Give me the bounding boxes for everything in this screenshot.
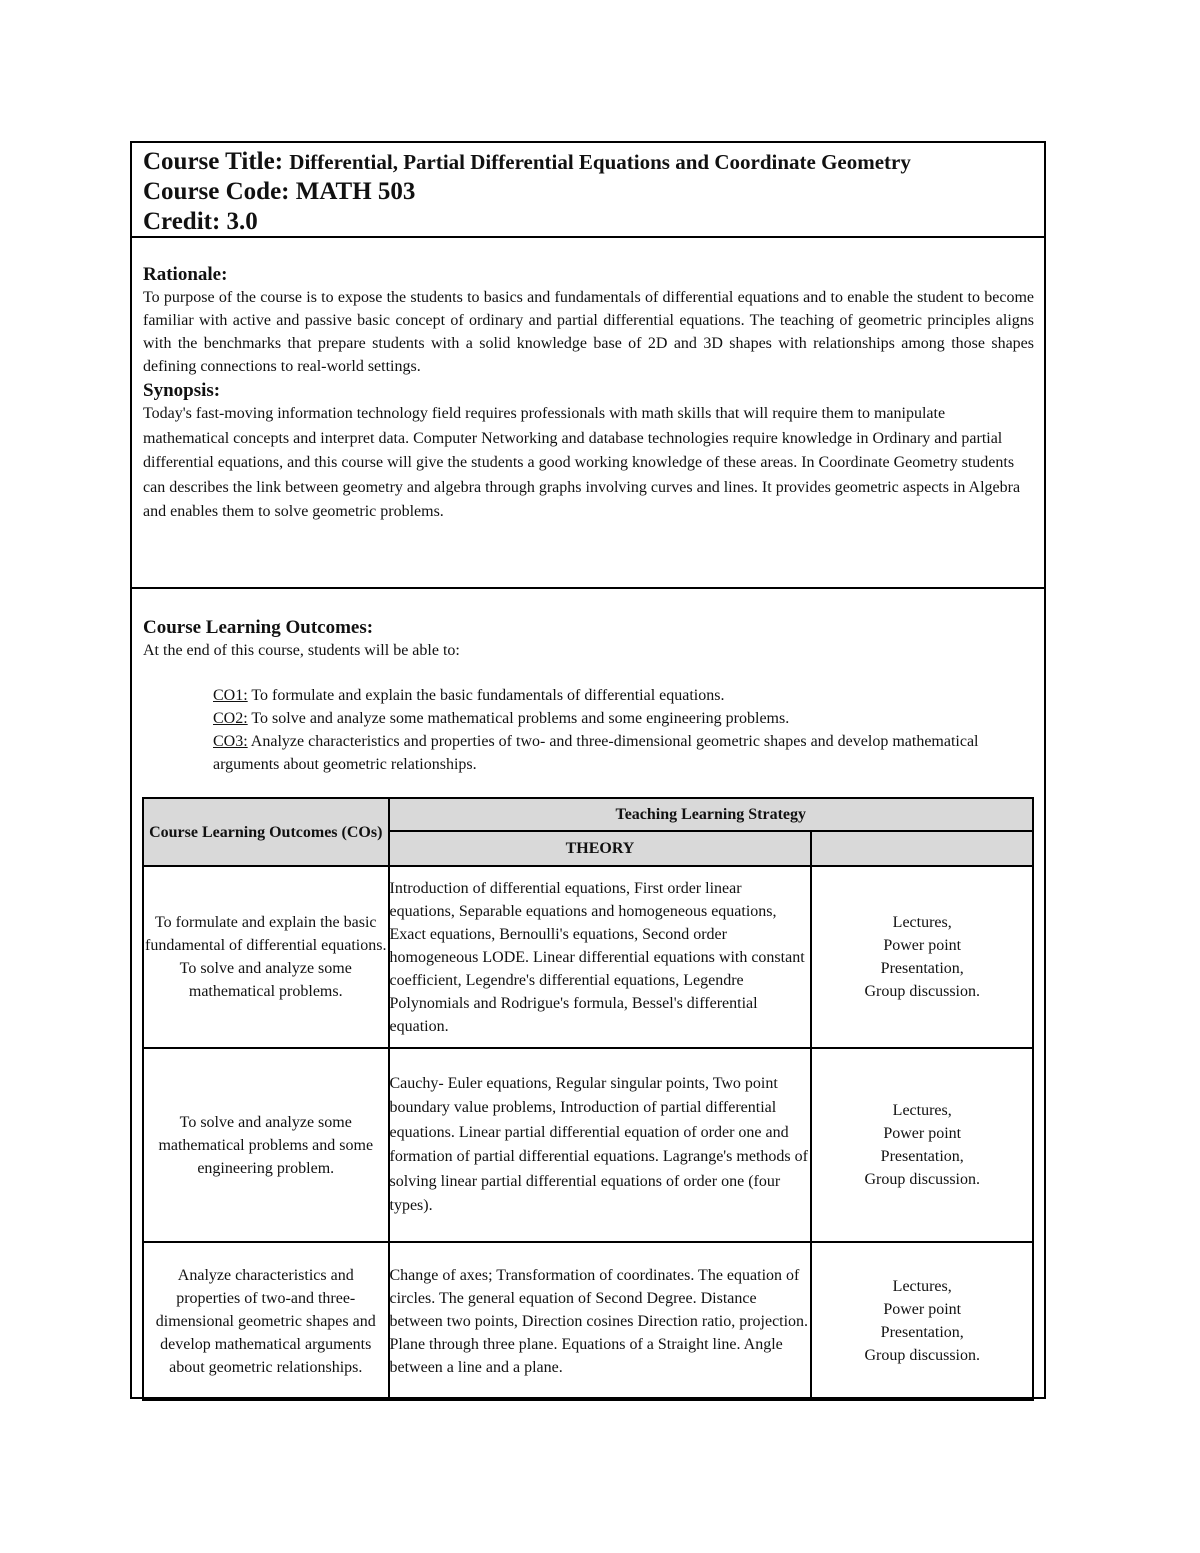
row-co: To formulate and explain the basic fundamental of differential equations. To solve and analyze some mathematical problems.: [143, 866, 389, 1048]
learning-outcomes-section: [132, 589, 1044, 1397]
co-tag: CO3:: [213, 733, 248, 750]
teaching-strategy-table: [142, 797, 1034, 1401]
row-co: To solve and analyze some mathematical problems and some engineering problem.: [143, 1048, 389, 1242]
method-line: Lectures,: [892, 1278, 952, 1295]
row-method: [811, 1242, 1033, 1400]
table-header-theory: [389, 831, 812, 866]
rationale-text: To purpose of the course is to expose the students to basics and fundamentals of differential equations and to enable the student to become familiar with active and passive basic concept of ordinary and partial differential equations. The teaching of geometric principles aligns with the benchmarks that prepare students with a solid knowledge base of 2D and 3D shapes with relationships among those shapes defining connections to real-world settings.: [143, 289, 1034, 375]
method-line: Power point: [883, 1125, 962, 1142]
course-code-line: [143, 177, 1044, 207]
co-item-3: [213, 730, 993, 776]
rationale-section: [132, 238, 1044, 589]
clo-heading: Course Learning Outcomes:: [143, 617, 374, 638]
co-tag: CO1:: [213, 687, 248, 704]
row-theory: Cauchy- Euler equations, Regular singular points, Two point boundary value problems, Introduction of partial differential equations. Linear partial differential equation of order one and formation of partial differential equations. Lagrange's methods of solving linear partial differential equations of order one (four types).: [389, 1048, 812, 1242]
method-line: Group discussion.: [864, 1171, 980, 1188]
table-header-empty: [811, 831, 1033, 866]
course-document: [130, 141, 1046, 1399]
row-method: [811, 1048, 1033, 1242]
method-line: Power point: [883, 937, 962, 954]
co-text: To formulate and explain the basic fundamentals of differential equations.: [247, 687, 725, 704]
table-row: [143, 1048, 1033, 1242]
course-title-line: [143, 147, 1044, 177]
co-item-2: [213, 707, 993, 730]
row-theory: Change of axes; Transformation of coordinates. The equation of circles. The general equation of Second Degree. Distance between two points, Direction cosines Direction ratio, projection. Plane through three plane. Equations of a Straight line. Angle between a line and a plane.: [389, 1242, 812, 1400]
synopsis-text: Today's fast-moving information technology field requires professionals with math skills that will require them to manipulate mathematical concepts and interpret data. Computer Networking and database technologies require knowledge in Ordinary and partial differential equations, and this course will give the students a good working knowledge of these areas. In Coordinate Geometry students can describes the link between geometry and algebra through graphs involving curves and lines. It provides geometric aspects in Algebra and enables them to solve geometric problems.: [143, 405, 1021, 520]
method-line: Lectures,: [892, 1102, 952, 1119]
co-tag: CO2:: [213, 710, 248, 727]
table-row: [143, 866, 1033, 1048]
co-text: Analyze characteristics and properties of two- and three-dimensional geometric shapes and develop mathematical arguments about geometric relationships.: [213, 733, 979, 773]
table-header-co: [143, 798, 389, 866]
credit-label: Credit:: [143, 208, 221, 235]
method-line: Group discussion.: [864, 983, 980, 1000]
method-line: Presentation,: [880, 960, 964, 977]
row-co: Analyze characteristics and properties of two-and three-dimensional geometric shapes and develop mathematical arguments about geometric relationships.: [143, 1242, 389, 1400]
co-list: [213, 684, 993, 776]
credit-value: 3.0: [226, 208, 258, 235]
method-line: Group discussion.: [864, 1347, 980, 1364]
course-code-label: Course Code:: [143, 178, 290, 205]
course-title-label: Course Title:: [143, 148, 284, 175]
method-line: Presentation,: [880, 1324, 964, 1341]
course-title-value: Differential, Partial Differential Equations and Coordinate Geometry: [289, 150, 911, 174]
course-code-value: MATH 503: [295, 178, 416, 205]
co-text: To solve and analyze some mathematical problems and some engineering problems.: [247, 710, 790, 727]
synopsis-heading: Synopsis:: [143, 380, 221, 401]
table-header-theory-label: THEORY: [565, 839, 635, 857]
co-item-1: [213, 684, 993, 707]
credit-line: [143, 207, 1044, 237]
method-line: Power point: [883, 1301, 962, 1318]
clo-intro: At the end of this course, students will be able to:: [143, 642, 460, 659]
rationale-heading: Rationale:: [143, 264, 228, 285]
table-header-strategy: [389, 798, 1034, 831]
row-theory: Introduction of differential equations, First order linear equations, Separable equations and homogeneous equations, Exact equations, Bernoulli's equations, Second order homogeneous LODE. Linear differential equations with constant coefficient, Legendre's differential equations, Legendre Polynomials and Rodrigue's formula, Bessel's differential equation.: [389, 866, 812, 1048]
course-header: [132, 143, 1044, 238]
method-line: Presentation,: [880, 1148, 964, 1165]
table-row: [143, 1242, 1033, 1400]
table-header-co-label: Course Learning Outcomes (COs): [149, 823, 383, 841]
method-line: Lectures,: [892, 914, 952, 931]
table-header-strategy-label: Teaching Learning Strategy: [615, 805, 807, 823]
row-method: [811, 866, 1033, 1048]
